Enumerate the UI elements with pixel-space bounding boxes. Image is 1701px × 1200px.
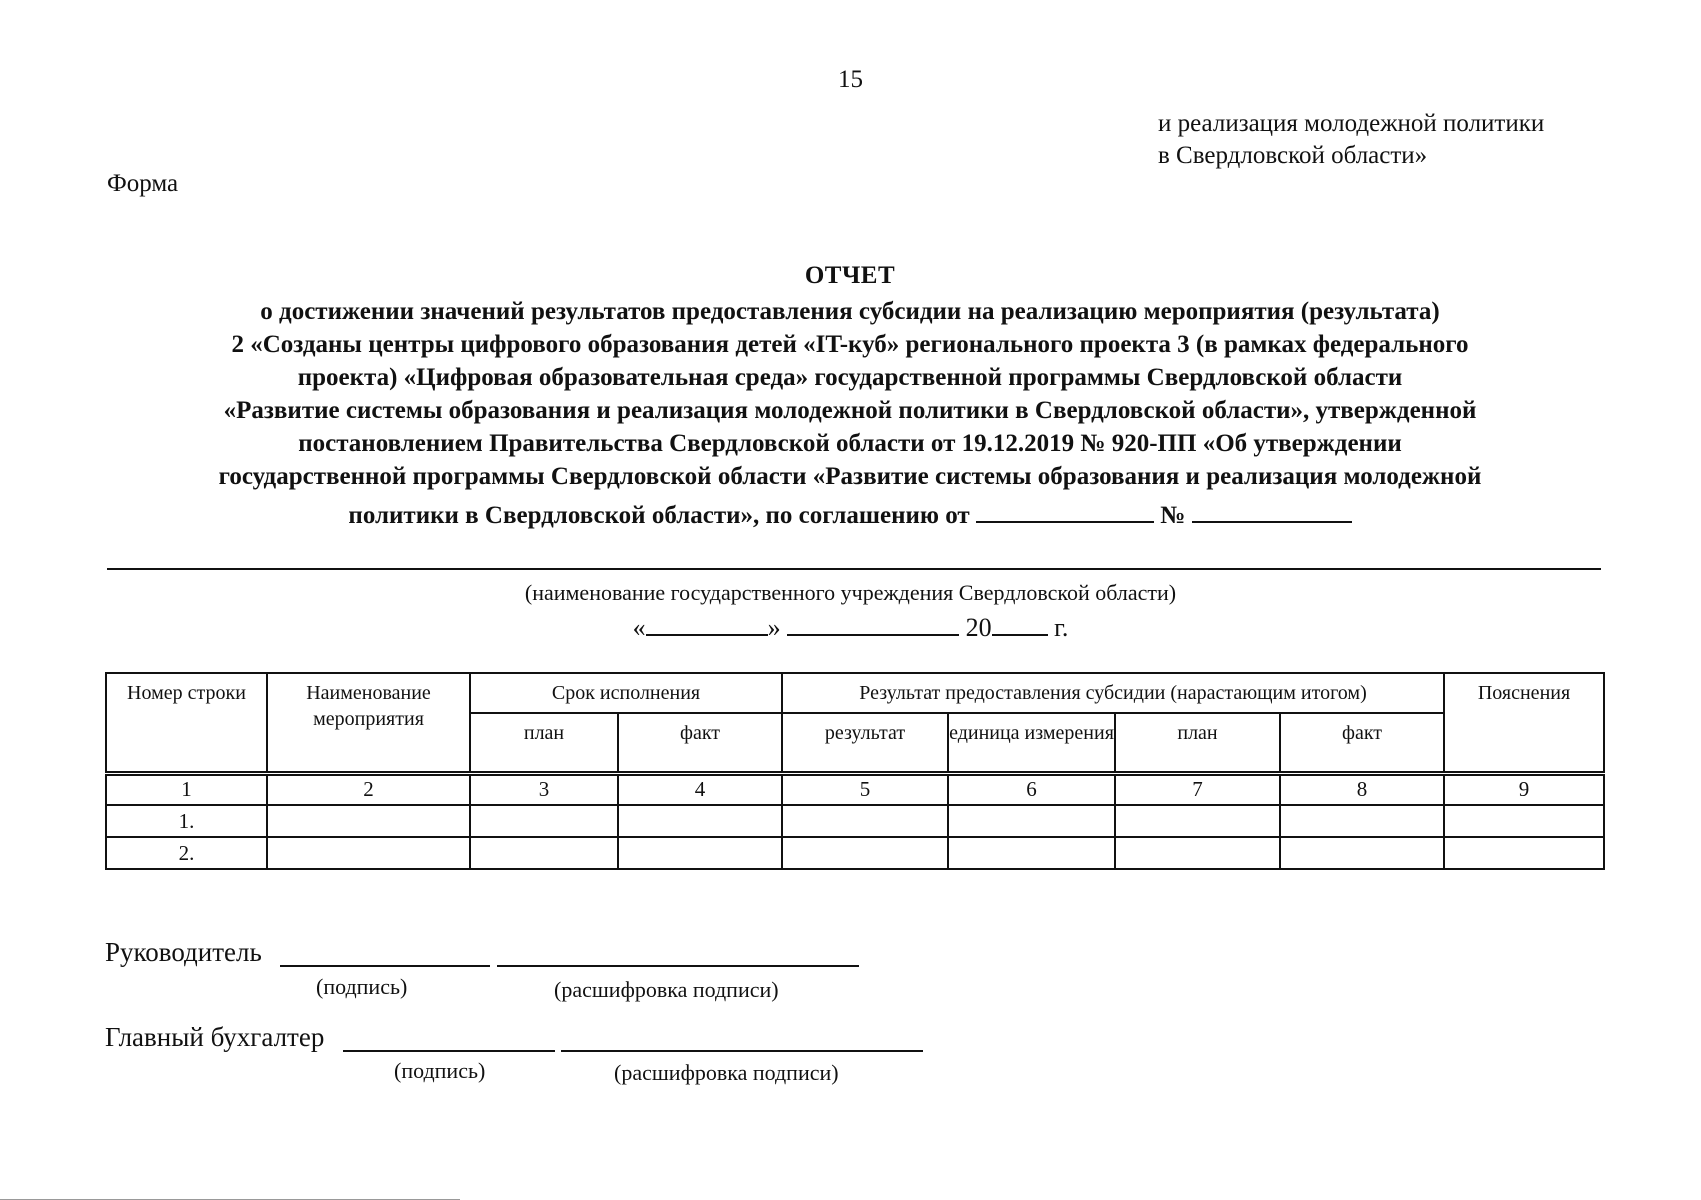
- header-notes: Пояснения: [1444, 673, 1604, 773]
- header-result: результат: [782, 713, 948, 773]
- column-number: 1: [106, 773, 267, 805]
- table-cell: [1115, 837, 1280, 869]
- row-number-cell: 1.: [106, 805, 267, 837]
- table-cell: [1444, 837, 1604, 869]
- column-number: 2: [267, 773, 470, 805]
- header-row-number: Номер строки: [106, 673, 267, 773]
- date-year-suffix: г.: [1054, 613, 1069, 642]
- date-month-blank: [787, 608, 959, 636]
- table-cell: [1444, 805, 1604, 837]
- head-decryption-blank: [497, 965, 859, 967]
- head-label: Руководитель: [105, 937, 262, 967]
- report-date: [0, 608, 1701, 643]
- header-unit: единица измерения: [948, 713, 1115, 773]
- table-row: [106, 805, 1604, 837]
- header-result-fact: факт: [1280, 713, 1444, 773]
- report-title: ОТЧЕТ: [804, 262, 896, 289]
- header-result-group: Результат предоставления субсидии (нарастающим итогом): [782, 673, 1444, 713]
- table-cell: [470, 837, 618, 869]
- table-row: [106, 837, 1604, 869]
- head-decryption-caption: (расшифровка подписи): [554, 977, 779, 1002]
- column-number: 9: [1444, 773, 1604, 805]
- date-day-blank: [646, 608, 768, 636]
- column-number: 3: [470, 773, 618, 805]
- table-cell: [948, 837, 1115, 869]
- table-cell: [470, 805, 618, 837]
- table-cell: [948, 805, 1115, 837]
- table-cell: [618, 805, 782, 837]
- report-table: [105, 672, 1605, 870]
- organization-caption: (наименование государственного учреждения Свердловской области): [524, 580, 1177, 605]
- column-number: 4: [618, 773, 782, 805]
- table-cell: [618, 837, 782, 869]
- header-deadline-fact: факт: [618, 713, 782, 773]
- form-label: Форма: [107, 170, 179, 197]
- table-cell: [782, 837, 948, 869]
- date-open-quote: «: [632, 613, 646, 642]
- subtitle-line-4: «Развитие системы образования и реализация молодежной политики в Свердловской области», утвержденной: [223, 397, 1477, 424]
- header-deadline-plan: план: [470, 713, 618, 773]
- subtitle-line-5: постановлением Правительства Свердловской области от 19.12.2019 № 920-ПП «Об утверждении: [298, 430, 1402, 457]
- column-number-row: [106, 773, 1604, 805]
- organization-name-line: [107, 568, 1601, 570]
- agreement-number-blank: [1192, 496, 1352, 523]
- table-cell: [1115, 805, 1280, 837]
- date-year-blank: [992, 608, 1048, 636]
- accountant-signature-caption: (подпись): [394, 1058, 486, 1083]
- accountant-label: Главный бухгалтер: [105, 1022, 325, 1052]
- table-cell: [267, 805, 470, 837]
- date-year-prefix: 20: [965, 613, 992, 642]
- head-signature-caption: (подпись): [316, 974, 408, 999]
- header-activity-name: Наименование мероприятия: [267, 673, 470, 773]
- subtitle-line-7: [100, 496, 1600, 530]
- table-cell: [267, 837, 470, 869]
- subtitle-line-3: проекта) «Цифровая образовательная среда» государственной программы Свердловской области: [297, 364, 1403, 391]
- number-sign: №: [1160, 502, 1186, 529]
- agreement-text: политики в Свердловской области», по соглашению от: [348, 502, 970, 529]
- header-line-1: и реализация молодежной политики: [1158, 110, 1545, 137]
- header-deadline: Срок исполнения: [470, 673, 782, 713]
- column-number: 8: [1280, 773, 1444, 805]
- table-cell: [782, 805, 948, 837]
- subtitle-line-2: 2 «Созданы центры цифрового образования детей «IT-куб» регионального проекта 3 (в рамках федерального: [231, 331, 1469, 358]
- column-number: 5: [782, 773, 948, 805]
- page-number: 15: [838, 66, 863, 93]
- head-signature-blank: [280, 965, 490, 967]
- table-cell: [1280, 837, 1444, 869]
- header-line-2: в Свердловской области»: [1158, 142, 1428, 169]
- accountant-decryption-blank: [561, 1050, 923, 1052]
- accountant-signature-blank: [343, 1050, 555, 1052]
- column-number: 7: [1115, 773, 1280, 805]
- row-number-cell: 2.: [106, 837, 267, 869]
- header-result-plan: план: [1115, 713, 1280, 773]
- accountant-decryption-caption: (расшифровка подписи): [614, 1060, 839, 1085]
- subtitle-line-6: государственной программы Свердловской области «Развитие системы образования и реализация молодежной: [218, 463, 1482, 490]
- agreement-date-blank: [976, 496, 1154, 523]
- date-close-quote: »: [767, 613, 781, 642]
- column-number: 6: [948, 773, 1115, 805]
- table-cell: [1280, 805, 1444, 837]
- subtitle-line-1: о достижении значений результатов предоставления субсидии на реализацию мероприятия (результата): [260, 298, 1440, 325]
